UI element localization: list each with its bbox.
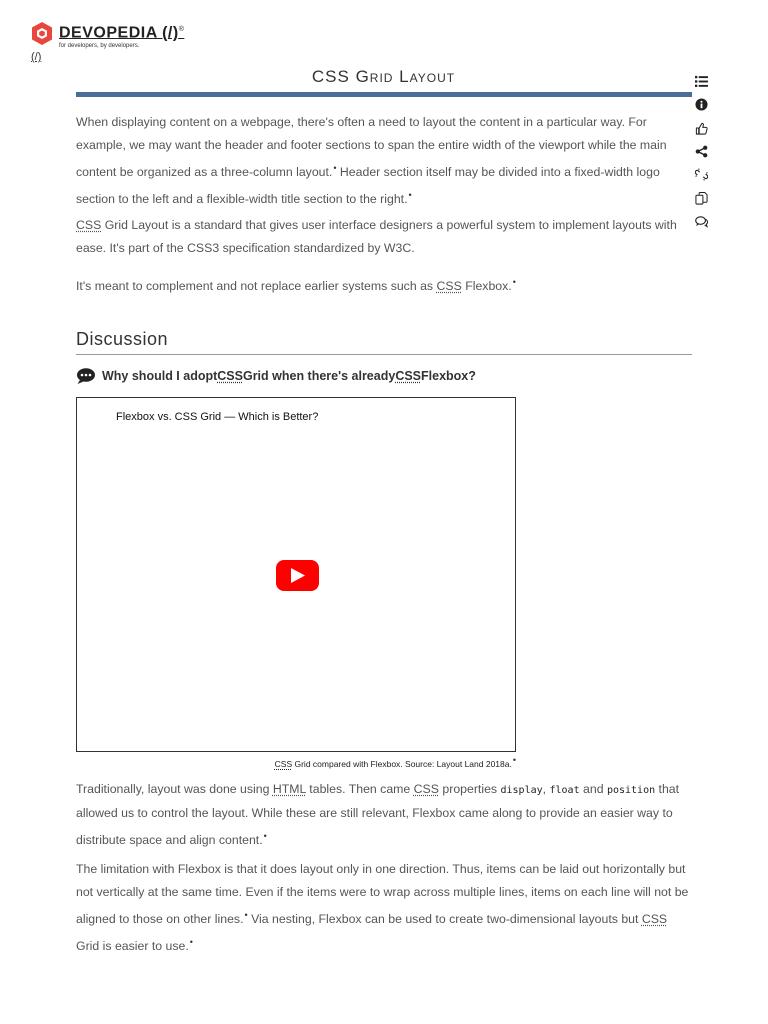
abbr-css: CSS — [413, 782, 439, 796]
discussion-paragraph-1: Traditionally, layout was done using HTML tables. Then came CSS properties display, float and position that allowed us to control the layout. While these are still relevant, Flexbox came along to provide an easier way to distribute space and align content.• — [76, 782, 680, 848]
unlink-icon[interactable] — [690, 163, 712, 186]
intro-paragraph-2: CSS Grid Layout is a standard that gives user interface designers a powerful system to implement layouts with ease. It's part of the CSS3 specification standardized by W3C. — [76, 218, 677, 255]
abbr-css: CSS — [436, 279, 462, 294]
logo-tagline: for developers, by developers. — [59, 43, 140, 50]
citation-marker[interactable]: • — [189, 937, 193, 948]
site-logo[interactable] — [31, 21, 184, 49]
abbr-html: HTML — [272, 782, 306, 796]
speech-bubble-icon — [76, 367, 96, 385]
citation-marker[interactable]: • — [512, 277, 516, 287]
citation-marker[interactable]: • — [263, 831, 267, 841]
video-embed[interactable] — [76, 397, 516, 752]
discussion-heading: Discussion — [76, 329, 169, 349]
code-position: position — [606, 785, 656, 796]
video-caption: CSS Grid compared with Flexbox. Source: Layout Land 2018a.• — [274, 755, 516, 769]
abbr-css: CSS — [395, 369, 422, 383]
video-title[interactable]: Flexbox vs. CSS Grid — Which is Better? — [116, 411, 319, 423]
abbr-css: CSS — [641, 912, 668, 927]
side-toolbar — [690, 70, 712, 233]
share-icon[interactable] — [690, 140, 712, 163]
faq-question[interactable]: Why should I adopt CSS Grid when there's already CSS Flexbox? — [76, 367, 476, 385]
citation-marker[interactable]: • — [408, 190, 412, 201]
abbr-css: CSS — [274, 758, 293, 769]
citation-marker[interactable]: • — [512, 755, 516, 765]
citation-marker[interactable]: • — [244, 910, 248, 920]
logo-name: DEVOPEDIA (/) — [59, 24, 179, 42]
youtube-play-button[interactable] — [276, 560, 319, 591]
info-icon[interactable] — [690, 93, 712, 116]
abbr-css: CSS — [217, 369, 243, 383]
abbr-css: CSS — [76, 218, 102, 232]
intro-paragraph-3: It's meant to complement and not replace earlier systems such as CSS Flexbox.• — [76, 277, 516, 294]
title-divider — [76, 92, 692, 97]
home-link[interactable]: (/) — [31, 51, 42, 63]
section-divider — [76, 354, 692, 355]
code-float: float — [549, 785, 580, 796]
thumbs-up-icon[interactable] — [690, 117, 712, 140]
registered-mark: ® — [178, 26, 185, 33]
citation-marker[interactable]: • — [333, 163, 337, 173]
discussion-paragraph-2: The limitation with Flexbox is that it does layout only in one direction. Thus, items can be laid out horizontally but not vertically at the same time. Even if the items were to wrap across multiple lines, items on each line will not be aligned to those on other lines.• Via nesting, Flexbox can be used to create two-dimensional layouts but CSS Grid is easier to use.• — [76, 862, 689, 954]
hexagon-logo-icon — [31, 21, 53, 46]
page-title: CSS Grid Layout — [311, 67, 456, 86]
copy-icon[interactable] — [690, 186, 712, 209]
comments-icon[interactable] — [690, 210, 712, 233]
intro-paragraph-1: When displaying content on a webpage, there's often a need to layout the content in a particular way. For example, we may want the header and footer sections to span the entire width of the viewport while the main content be organized as a three-column layout.• Header section itself may be divided into a fixed-width logo section to the left and a flexible-width title section to the right.• — [76, 115, 667, 207]
code-display: display — [500, 785, 543, 796]
play-icon — [291, 568, 305, 583]
list-icon[interactable] — [690, 70, 712, 93]
